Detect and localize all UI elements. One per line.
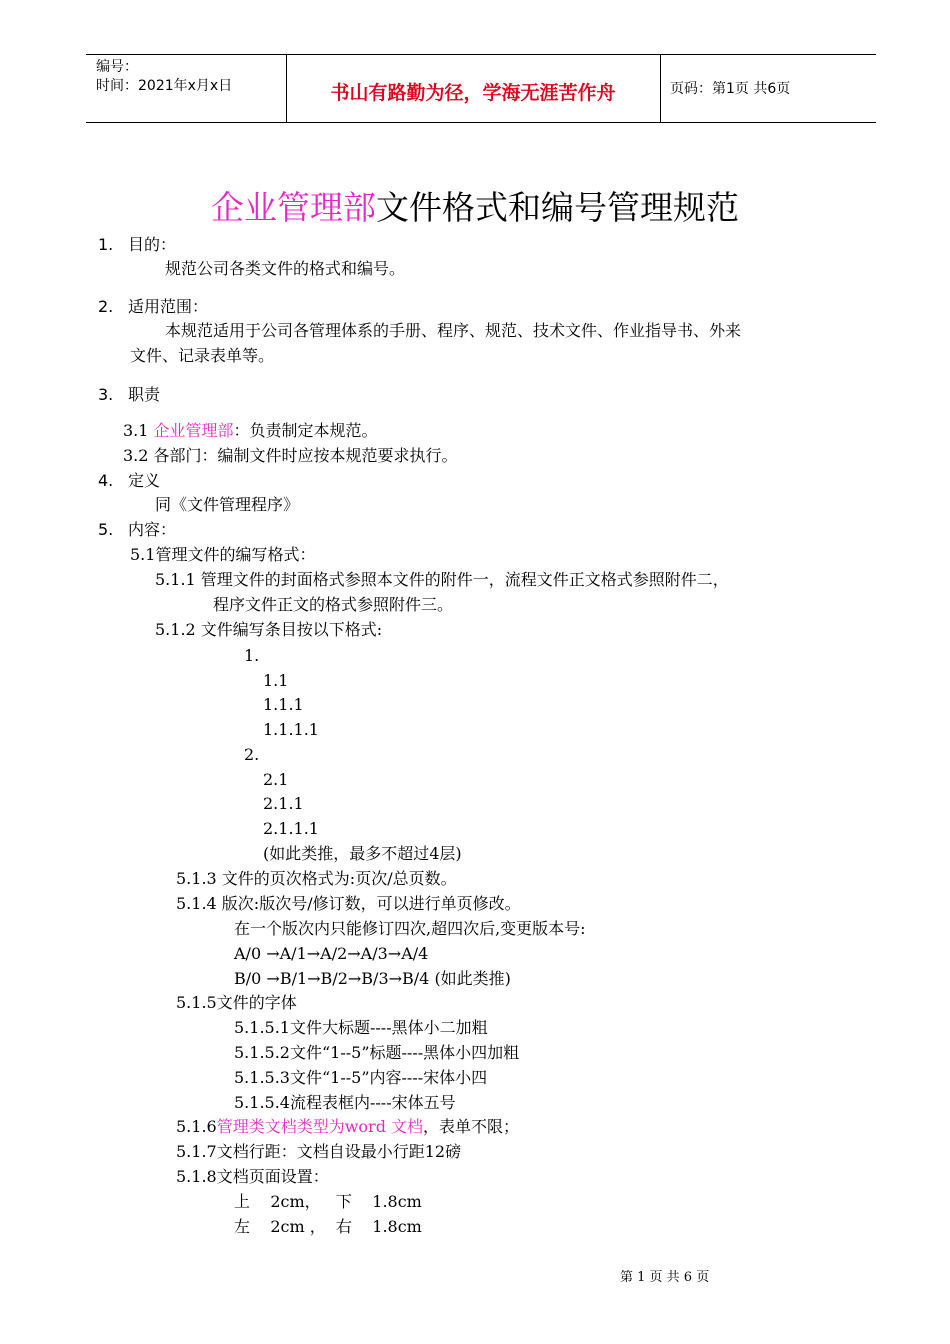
section-3-number: 3.: [98, 385, 114, 404]
margin-top-bottom: 上 2cm， 下 1.8cm: [234, 1192, 422, 1211]
section-2-body-line1: 本规范适用于公司各管理体系的手册、程序、规范、技术文件、作业指导书、外来: [165, 321, 742, 340]
outline-level-1: 2.: [244, 745, 260, 764]
item-5-1-5-3: 5.1.5.3文件“1--5”内容----宋体小四: [234, 1068, 488, 1087]
section-5-title: 内容：: [128, 520, 177, 539]
item-5-1-8: 5.1.8文档页面设置：: [176, 1167, 329, 1186]
item-5-1-5: 5.1.5文件的字体: [176, 993, 297, 1012]
item-5-1-1: 5.1.1 管理文件的封面格式参照本文件的附件一，流程文件正文格式参照附件二，: [155, 570, 729, 589]
title-rest: 文件格式和编号管理规范: [376, 188, 739, 227]
outline-level-4: 2.1.1.1: [263, 819, 319, 838]
header-top-rule: [86, 54, 876, 55]
document-title: [0, 186, 950, 230]
header-page-label: 页码：第1页 共6页: [670, 81, 791, 97]
item-5-1-5-1: 5.1.5.1文件大标题----黑体小二加粗: [234, 1018, 488, 1037]
outline-level-1: 1.: [244, 646, 260, 665]
header-divider-left: [286, 54, 287, 122]
item-5-1-6-number: 5.1.6: [176, 1117, 217, 1136]
item-5-1-6: [176, 1116, 519, 1138]
section-2-heading: [98, 296, 208, 318]
item-5-1-3: 5.1.3 文件的页次格式为:页次/总页数。: [176, 869, 457, 888]
section-3-title: 职责: [128, 385, 161, 404]
item-5-1-1-cont: 程序文件正文的格式参照附件三。: [213, 595, 454, 614]
header-time-label: 时间：2021年x月x日: [96, 78, 233, 94]
section-3-item-1: [123, 420, 378, 442]
item-5-1-5-2: 5.1.5.2文件“1--5”标题----黑体小四加粗: [234, 1043, 520, 1062]
item-5-1-6-highlight: 管理类文档类型为word 文档: [216, 1117, 424, 1136]
section-1-body: 规范公司各类文件的格式和编号。: [165, 259, 406, 278]
section-2-body-line2: 文件、记录表单等。: [130, 346, 275, 365]
outline-note: (如此类推，最多不超过4层): [263, 844, 462, 863]
item-3-1-highlight: 企业管理部: [153, 421, 234, 440]
outline-level-2: 1.1: [263, 671, 289, 690]
section-3-heading: [98, 384, 160, 406]
item-5-1-4-sequence-a: A/0 →A/1→A/2→A/3→A/4: [234, 944, 429, 963]
item-5-1-2: 5.1.2 文件编写条目按以下格式:: [155, 620, 383, 639]
section-1-title: 目的：: [128, 235, 177, 254]
outline-level-3: 2.1.1: [263, 794, 304, 813]
item-5-1-6-text: ，表单不限；: [423, 1117, 520, 1136]
header-bottom-rule: [86, 122, 876, 123]
outline-level-2: 2.1: [263, 770, 289, 789]
section-2-number: 2.: [98, 297, 114, 316]
item-5-1-4-sequence-b: B/0 →B/1→B/2→B/3→B/4 (如此类推): [234, 969, 511, 988]
header-number-label: 编号：: [96, 59, 138, 75]
section-4-title: 定义: [128, 471, 161, 490]
section-1-number: 1.: [98, 235, 114, 254]
margin-left-right: 左 2cm ， 右 1.8cm: [234, 1217, 422, 1236]
title-highlight: 企业管理部: [211, 188, 376, 227]
item-5-1-4-rule: 在一个版次内只能修订四次,超四次后,变更版本号:: [234, 919, 586, 938]
item-3-1-text: ：负责制定本规范。: [233, 421, 378, 440]
item-5-1-7: 5.1.7文档行距：文档自设最小行距12磅: [176, 1142, 462, 1161]
section-1-heading: [98, 234, 176, 256]
item-5-1-5-4: 5.1.5.4流程表框内----宋体五号: [234, 1093, 456, 1112]
header-motto: 书山有路勤为径，学海无涯苦作舟: [330, 82, 616, 104]
item-3-1-number: 3.1: [123, 421, 154, 440]
page-footer: 第 1 页 共 6 页: [620, 1270, 710, 1285]
section-3-item-2: 3.2 各部门：编制文件时应按本规范要求执行。: [123, 446, 458, 465]
outline-level-4: 1.1.1.1: [263, 720, 319, 739]
section-4-body: 同《文件管理程序》: [155, 495, 300, 514]
item-5-1: 5.1管理文件的编写格式：: [130, 545, 316, 564]
item-5-1-4: 5.1.4 版次:版次号/修订数，可以进行单页修改。: [176, 894, 521, 913]
section-5-number: 5.: [98, 520, 114, 539]
header-divider-right: [660, 54, 661, 122]
section-5-heading: [98, 519, 176, 541]
outline-level-3: 1.1.1: [263, 695, 304, 714]
section-4-number: 4.: [98, 471, 114, 490]
section-4-heading: [98, 470, 160, 492]
section-2-title: 适用范围：: [128, 297, 209, 316]
